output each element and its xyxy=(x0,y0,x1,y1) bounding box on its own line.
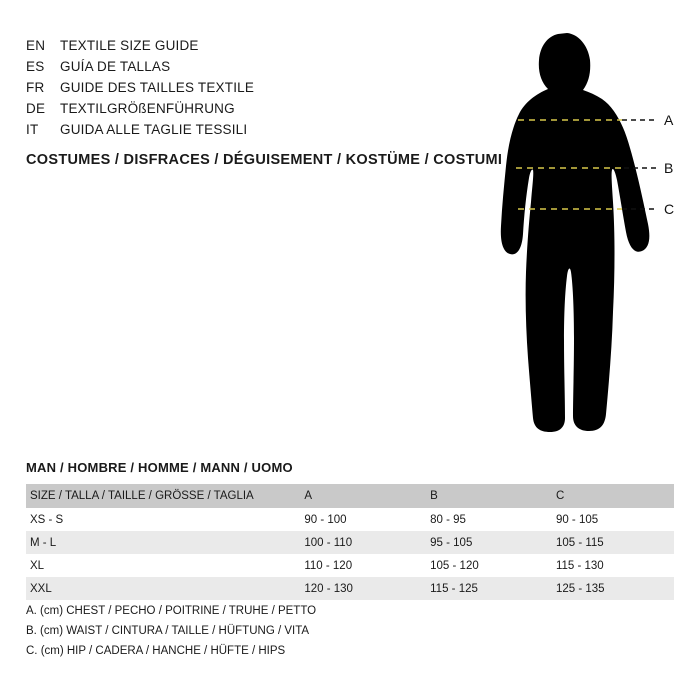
language-text-es: GUÍA DE TALLAS xyxy=(60,58,171,74)
table-row xyxy=(26,508,674,531)
language-code-es: ES xyxy=(26,58,45,74)
marker-label-b: B xyxy=(664,160,674,176)
table-row xyxy=(26,577,674,600)
cell-a: 100 - 110 xyxy=(300,531,426,554)
legend-line-a: A. (cm) CHEST / PECHO / POITRINE / TRUHE / PETTO xyxy=(26,605,317,617)
marker-label-c: C xyxy=(664,201,675,217)
cell-size: XS - S xyxy=(30,513,64,526)
cell-size: XL xyxy=(30,559,45,572)
legend-line-b: B. (cm) WAIST / CINTURA / TAILLE / HÜFTUNG / VITA xyxy=(26,624,310,637)
cell-c: 125 - 135 xyxy=(552,577,674,600)
table-header-row xyxy=(26,484,674,508)
language-row-de xyxy=(26,99,456,120)
language-text-en: TEXTILE SIZE GUIDE xyxy=(60,38,199,53)
language-text-fr: GUIDE DES TAILLES TEXTILE xyxy=(60,79,255,95)
table-row xyxy=(26,531,674,554)
cell-b: 95 - 105 xyxy=(426,531,552,554)
cell-b: 80 - 95 xyxy=(430,513,466,526)
cell-c: 105 - 115 xyxy=(552,531,674,554)
language-code-en: EN xyxy=(26,38,46,53)
marker-label-a: A xyxy=(664,112,674,128)
cell-c: 115 - 130 xyxy=(555,559,604,572)
size-table xyxy=(26,484,674,600)
table-header-b: B xyxy=(426,484,552,508)
cell-size: M - L xyxy=(26,531,300,554)
table-header-a: A xyxy=(300,484,426,508)
cell-a: 90 - 100 xyxy=(304,513,347,526)
language-code-de: DE xyxy=(26,100,46,116)
language-text-it: GUIDA ALLE TAGLIE TESSILI xyxy=(60,121,248,137)
table-row xyxy=(26,554,674,577)
language-text-de: TEXTILGRÖßENFÜHRUNG xyxy=(60,100,235,116)
language-row-it xyxy=(26,120,456,141)
body-figure xyxy=(470,20,690,440)
language-row-fr xyxy=(26,78,456,99)
language-list xyxy=(26,36,456,141)
table-header-c: C xyxy=(552,484,674,508)
language-code-fr: FR xyxy=(26,79,45,95)
silhouette-shape xyxy=(501,33,650,432)
language-code-it: IT xyxy=(26,121,39,137)
language-row-es xyxy=(26,57,456,78)
cell-size: XXL xyxy=(26,577,300,600)
measurement-legend xyxy=(26,602,316,661)
table-body xyxy=(26,508,674,600)
table-caption: MAN / HOMBRE / HOMME / MANN / UOMO xyxy=(26,460,293,475)
cell-a: 120 - 130 xyxy=(300,577,426,600)
cell-c: 90 - 105 xyxy=(555,513,599,526)
language-row-en xyxy=(26,36,456,57)
table-header-size: SIZE / TALLA / TAILLE / GRÖSSE / TAGLIA xyxy=(26,484,300,508)
cell-a: 110 - 120 xyxy=(304,559,353,572)
table-header xyxy=(26,484,674,508)
category-title: COSTUMES / DISFRACES / DÉGUISEMENT / KOSTÜME / COSTUMI xyxy=(26,152,503,168)
cell-b: 115 - 125 xyxy=(426,577,552,600)
cell-b: 105 - 120 xyxy=(430,559,479,572)
legend-line-c: C. (cm) HIP / CADERA / HANCHE / HÜFTE / HIPS xyxy=(26,644,286,657)
